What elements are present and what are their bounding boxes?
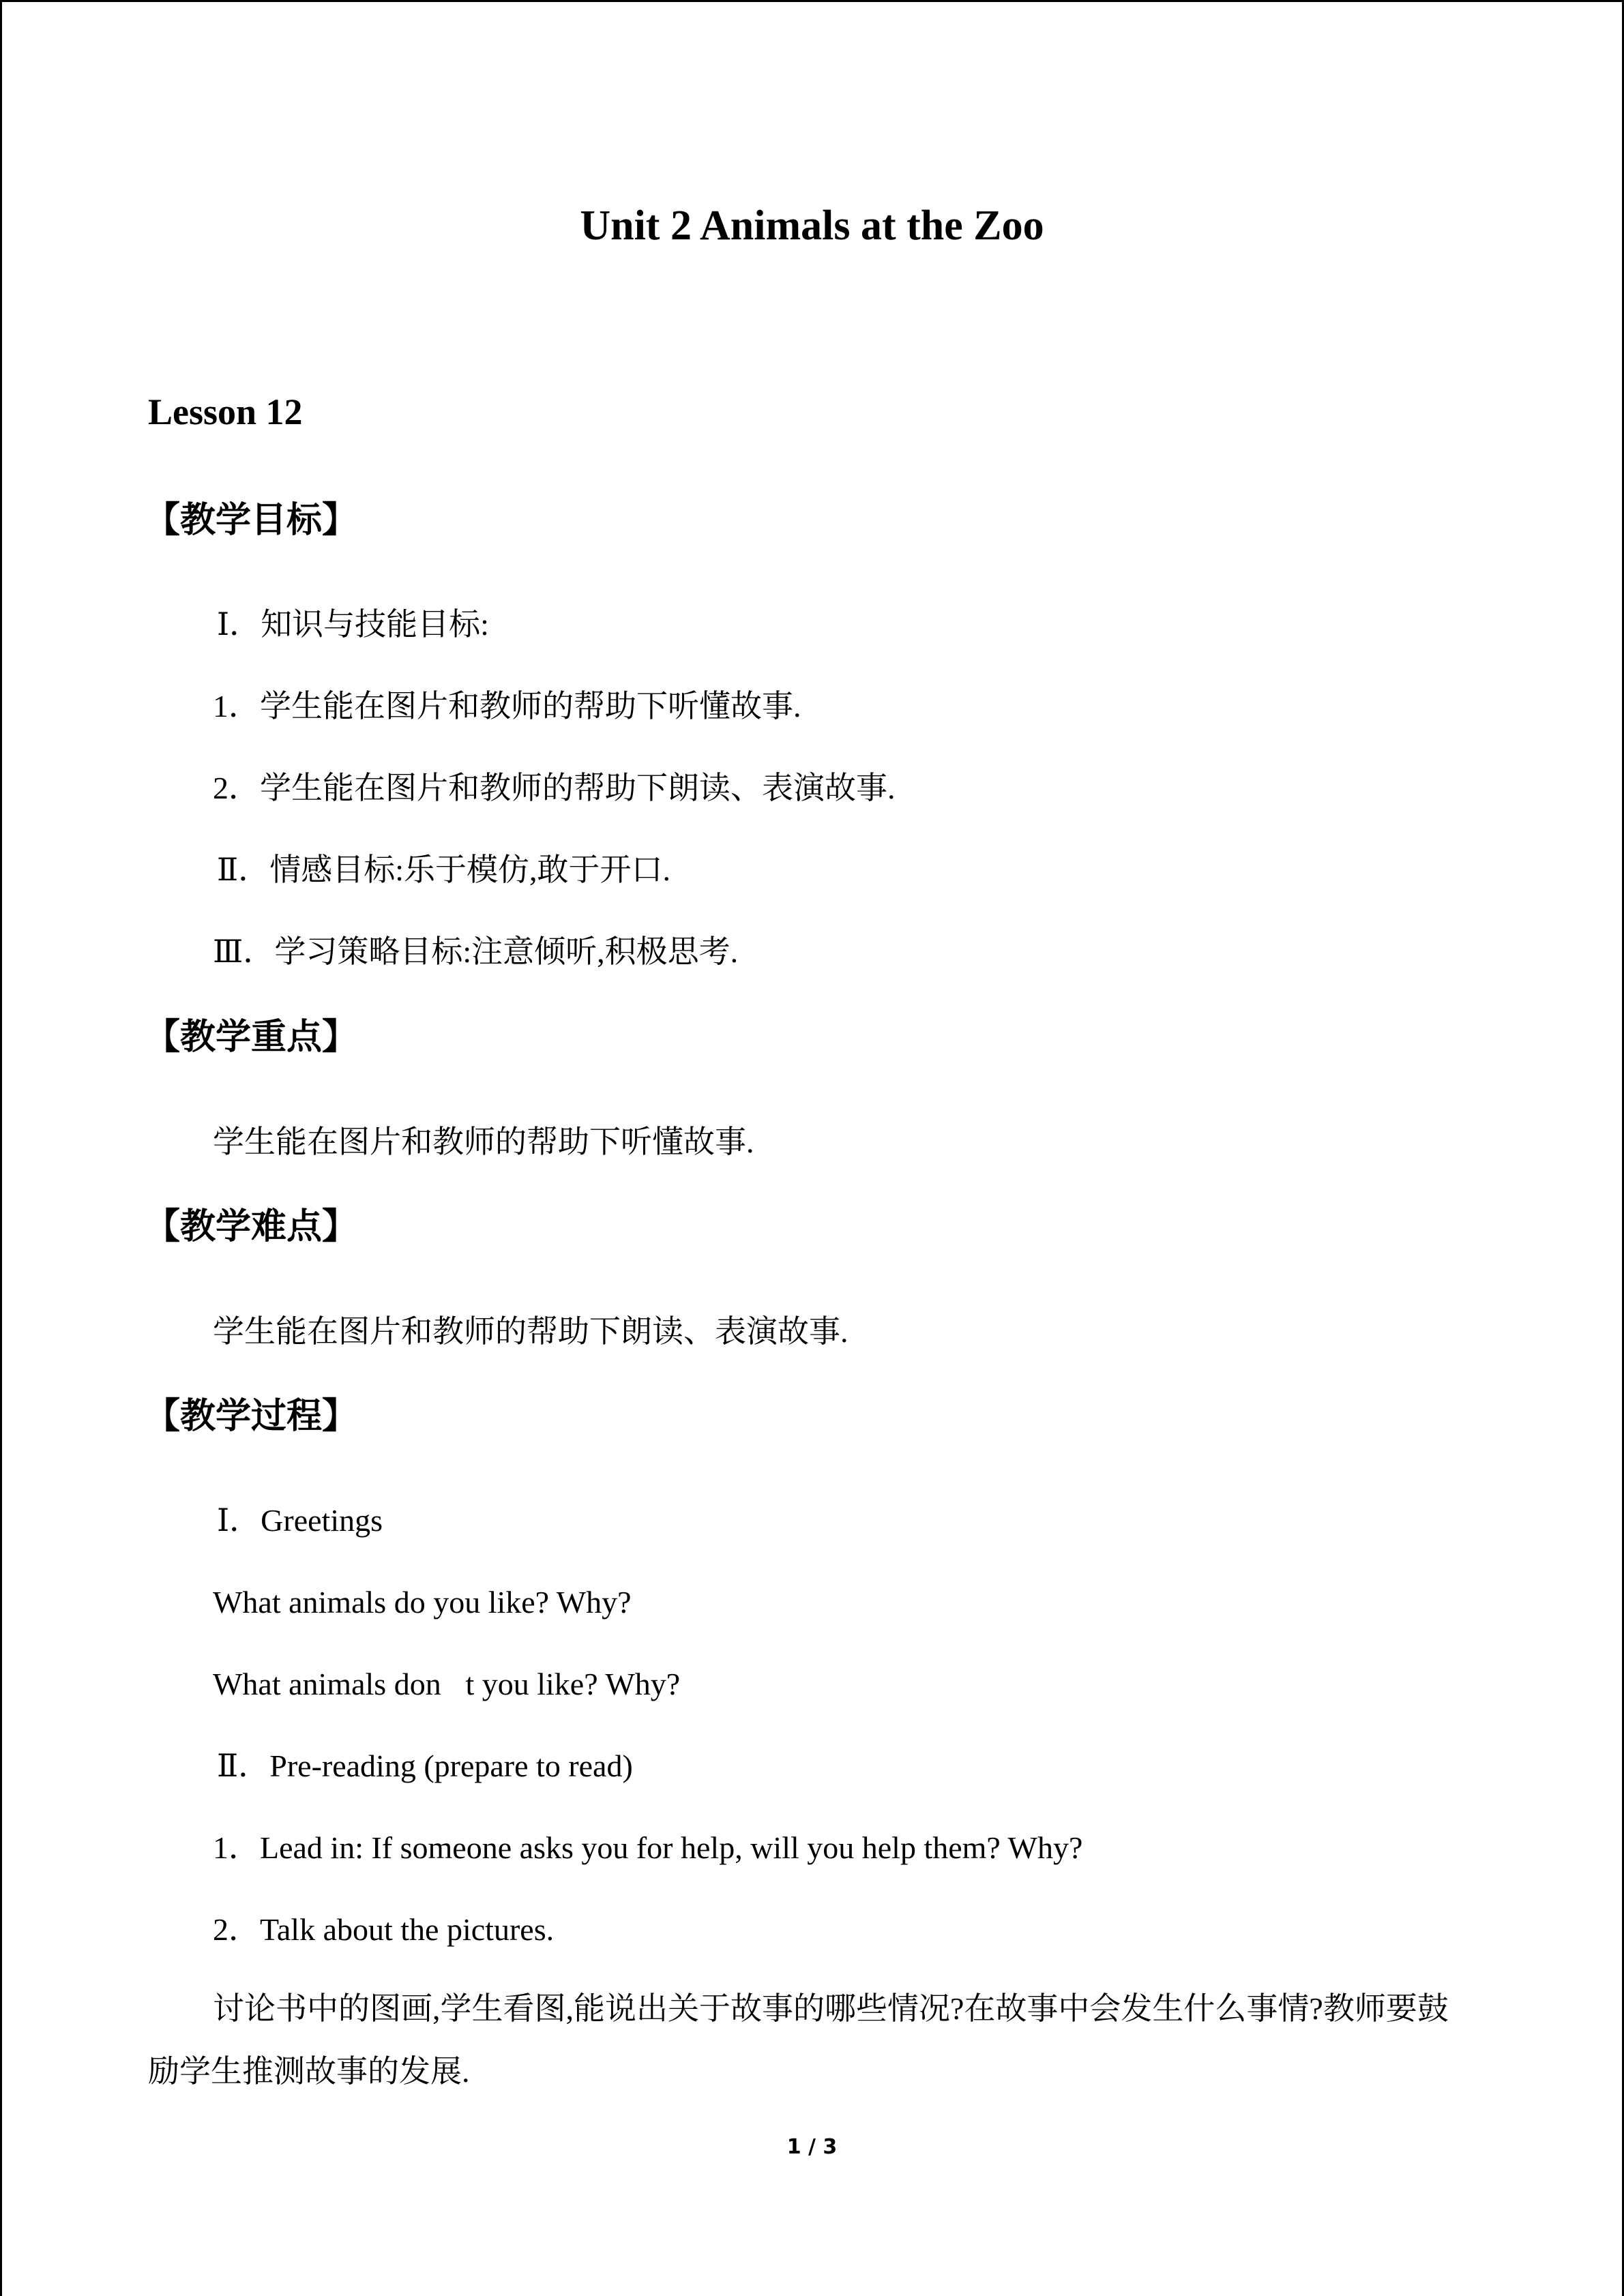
process-paragraph: 讨论书中的图画,学生看图,能说出关于故事的哪些情况?在故事中会发生什么事情?教师要鼓励学生推测故事的发展. — [148, 1991, 1449, 2089]
difficulties-heading: 【教学难点】 — [145, 1206, 358, 1247]
document-title: Unit 2 Animals at the Zoo — [580, 203, 1044, 249]
objectives-line: Ⅱ．情感目标:乐于模仿,敢于开口. — [217, 852, 671, 887]
process-line: 1．Lead in: If someone asks you for help, will you help them? Why? — [213, 1830, 1083, 1865]
objectives-line: Ⅰ．知识与技能目标: — [217, 607, 489, 642]
key-points-heading: 【教学重点】 — [145, 1017, 358, 1058]
page-border-top — [0, 0, 1624, 2]
process-heading: 【教学过程】 — [145, 1396, 358, 1437]
process-line: Ⅱ．Pre-reading (prepare to read) — [217, 1748, 633, 1783]
process-line: What animals don t you like? Why? — [213, 1667, 681, 1701]
objectives-line: 1．学生能在图片和教师的帮助下听懂故事. — [213, 689, 801, 724]
key-points-text: 学生能在图片和教师的帮助下听懂故事. — [213, 1124, 754, 1159]
process-line: Ⅰ．Greetings — [217, 1503, 383, 1538]
process-line: What animals do you like? Why? — [213, 1585, 632, 1620]
objectives-heading: 【教学目标】 — [145, 500, 358, 541]
lesson-heading: Lesson 12 — [148, 391, 303, 432]
page-number: 1 / 3 — [786, 2135, 838, 2159]
objectives-line: Ⅲ．学习策略目标:注意倾听,积极思考. — [213, 934, 739, 969]
process-line: 2．Talk about the pictures. — [213, 1912, 555, 1947]
objectives-line: 2．学生能在图片和教师的帮助下朗读、表演故事. — [213, 771, 896, 805]
page-border-left — [0, 0, 2, 2296]
difficulties-text: 学生能在图片和教师的帮助下朗读、表演故事. — [213, 1314, 848, 1349]
